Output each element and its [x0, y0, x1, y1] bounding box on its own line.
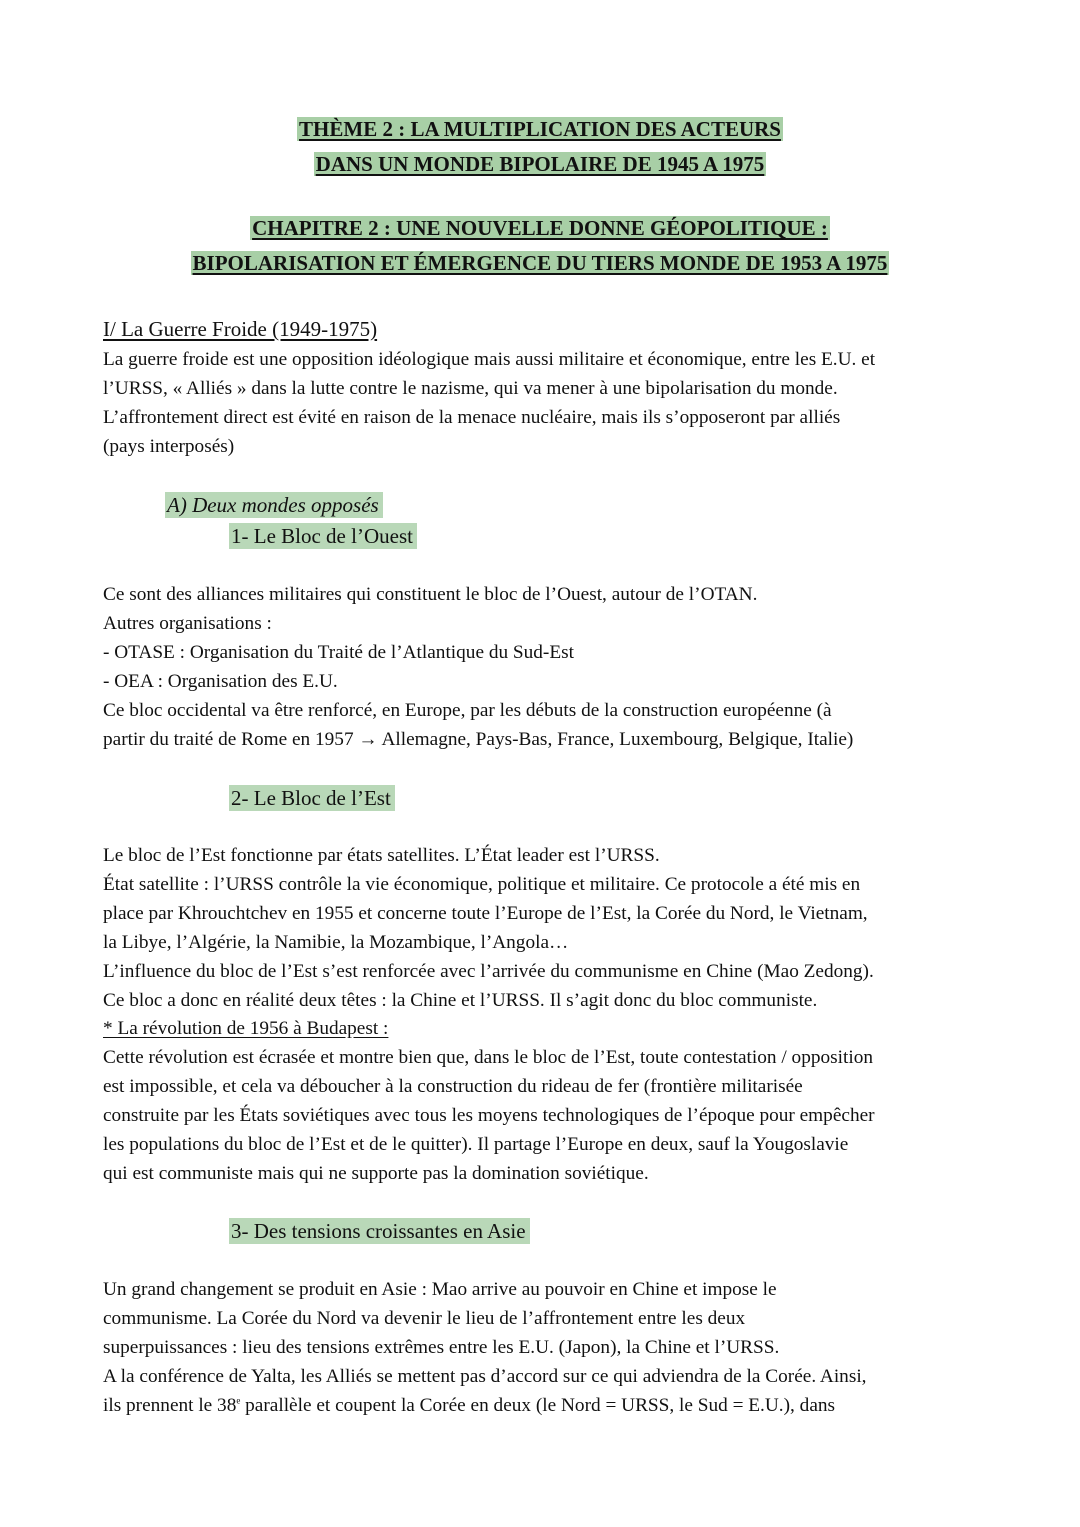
paragraph-line: Cette révolution est écrasée et montre bien que, dans le bloc de l’Est, toute contestation / opposition [103, 1047, 873, 1069]
paragraph-line: qui est communiste mais qui ne supporte pas la domination soviétique. [103, 1162, 649, 1184]
paragraph-line: est impossible, et cela va déboucher à la construction du rideau de fer (frontière militarisée [103, 1076, 803, 1098]
line-text-start: ils prennent le 38 [103, 1394, 237, 1416]
chapter-title-line-2: BIPOLARISATION ET ÉMERGENCE DU TIERS MONDE DE 1953 A 1975 [192, 251, 888, 275]
paragraph-line: Ce sont des alliances militaires qui constituent le bloc de l’Ouest, autour de l’OTAN. [103, 584, 758, 605]
paragraph-line [103, 1392, 983, 1421]
paragraph-line: - OTASE : Organisation du Traité de l’Atlantique du Sud-Est [103, 641, 574, 663]
subsection-2-heading-text: 2- Le Bloc de l’Est [229, 785, 395, 811]
chapter-title [0, 211, 1080, 281]
paragraph-line: construite par les États soviétiques avec tous les moyens technologiques de l’époque pour empêcher [103, 1105, 875, 1127]
subsection-1-heading-text: 1- Le Bloc de l’Ouest [229, 523, 417, 549]
chapter-title-line-1: CHAPITRE 2 : UNE NOUVELLE DONNE GÉOPOLITIQUE : [252, 216, 828, 240]
section-a-heading-text: A) Deux mondes opposés [165, 492, 383, 518]
subsection-2-paragraph [103, 842, 983, 1189]
subsection-3-paragraph [103, 1276, 983, 1421]
paragraph-line: L’affrontement direct est évité en raison de la menace nucléaire, mais ils s’opposeront par alliés [103, 406, 841, 428]
theme-title-line-1: THÈME 2 : LA MULTIPLICATION DES ACTEURS [299, 117, 781, 141]
subsection-1-heading [229, 521, 417, 551]
paragraph-line: Ce bloc occidental va être renforcé, en Europe, par les débuts de la construction européenne (à [103, 699, 832, 721]
ordinal-superscript: e [236, 1395, 241, 1406]
paragraph-line: A la conférence de Yalta, les Alliés se mettent pas d’accord sur ce qui adviendra de la Corée. Ainsi, [103, 1365, 867, 1387]
paragraph-line: Ce bloc a donc en réalité deux têtes : la Chine et l’URSS. Il s’agit donc du bloc communiste. [103, 989, 818, 1011]
section-a-heading [165, 490, 383, 520]
paragraph-line: La guerre froide est une opposition idéologique mais aussi militaire et économique, entre les E.U. et [103, 349, 876, 370]
paragraph-line: Autres organisations : [103, 612, 272, 634]
paragraph-line: - OEA : Organisation des E.U. [103, 670, 338, 692]
subsection-3-heading [229, 1216, 530, 1246]
subsection-3-heading-text: 3- Des tensions croissantes en Asie [229, 1218, 530, 1244]
part-1-heading: I/ La Guerre Froide (1949-1975) [103, 317, 378, 341]
theme-title [0, 112, 1080, 182]
paragraph-line: les populations du bloc de l’Est et de le quitter). Il partage l’Europe en deux, sauf la Yougoslavie [103, 1134, 849, 1156]
paragraph-line: l’URSS, « Alliés » dans la lutte contre le nazisme, qui va mener à une bipolarisation du monde. [103, 377, 838, 399]
paragraph-line: L’influence du bloc de l’Est s’est renforcée avec l’arrivée du communisme en Chine (Mao Zedong). [103, 960, 874, 982]
part-1-paragraph [103, 346, 983, 462]
paragraph-line: partir du traité de Rome en 1957 → Allemagne, Pays-Bas, France, Luxembourg, Belgique, Italie) [103, 728, 854, 750]
theme-title-line-2: DANS UN MONDE BIPOLAIRE DE 1945 A 1975 [315, 152, 765, 176]
paragraph-line: (pays interposés) [103, 435, 235, 457]
paragraph-line: la Libye, l’Algérie, la Namibie, la Mozambique, l’Angola… [103, 931, 569, 953]
paragraph-line: État satellite : l’URSS contrôle la vie économique, politique et militaire. Ce protocole a été mis en [103, 873, 861, 895]
paragraph-line: superpuissances : lieu des tensions extrêmes entre les E.U. (Japon), la Chine et l’URSS. [103, 1336, 780, 1358]
subsection-2-heading [229, 783, 395, 813]
subsection-1-paragraph [103, 581, 983, 754]
budapest-subheading: * La révolution de 1956 à Budapest : [103, 1018, 389, 1040]
paragraph-line: Un grand changement se produit en Asie : Mao arrive au pouvoir en Chine et impose le [103, 1279, 777, 1300]
paragraph-line: communisme. La Corée du Nord va devenir le lieu de l’affrontement entre les deux [103, 1307, 746, 1329]
line-text-end: parallèle et coupent la Corée en deux (le Nord = URSS, le Sud = E.U.), dans [240, 1394, 836, 1416]
paragraph-line: Le bloc de l’Est fonctionne par états satellites. L’État leader est l’URSS. [103, 845, 660, 866]
paragraph-line: place par Khrouchtchev en 1955 et concerne toute l’Europe de l’Est, la Corée du Nord, le Vietnam, [103, 902, 868, 924]
